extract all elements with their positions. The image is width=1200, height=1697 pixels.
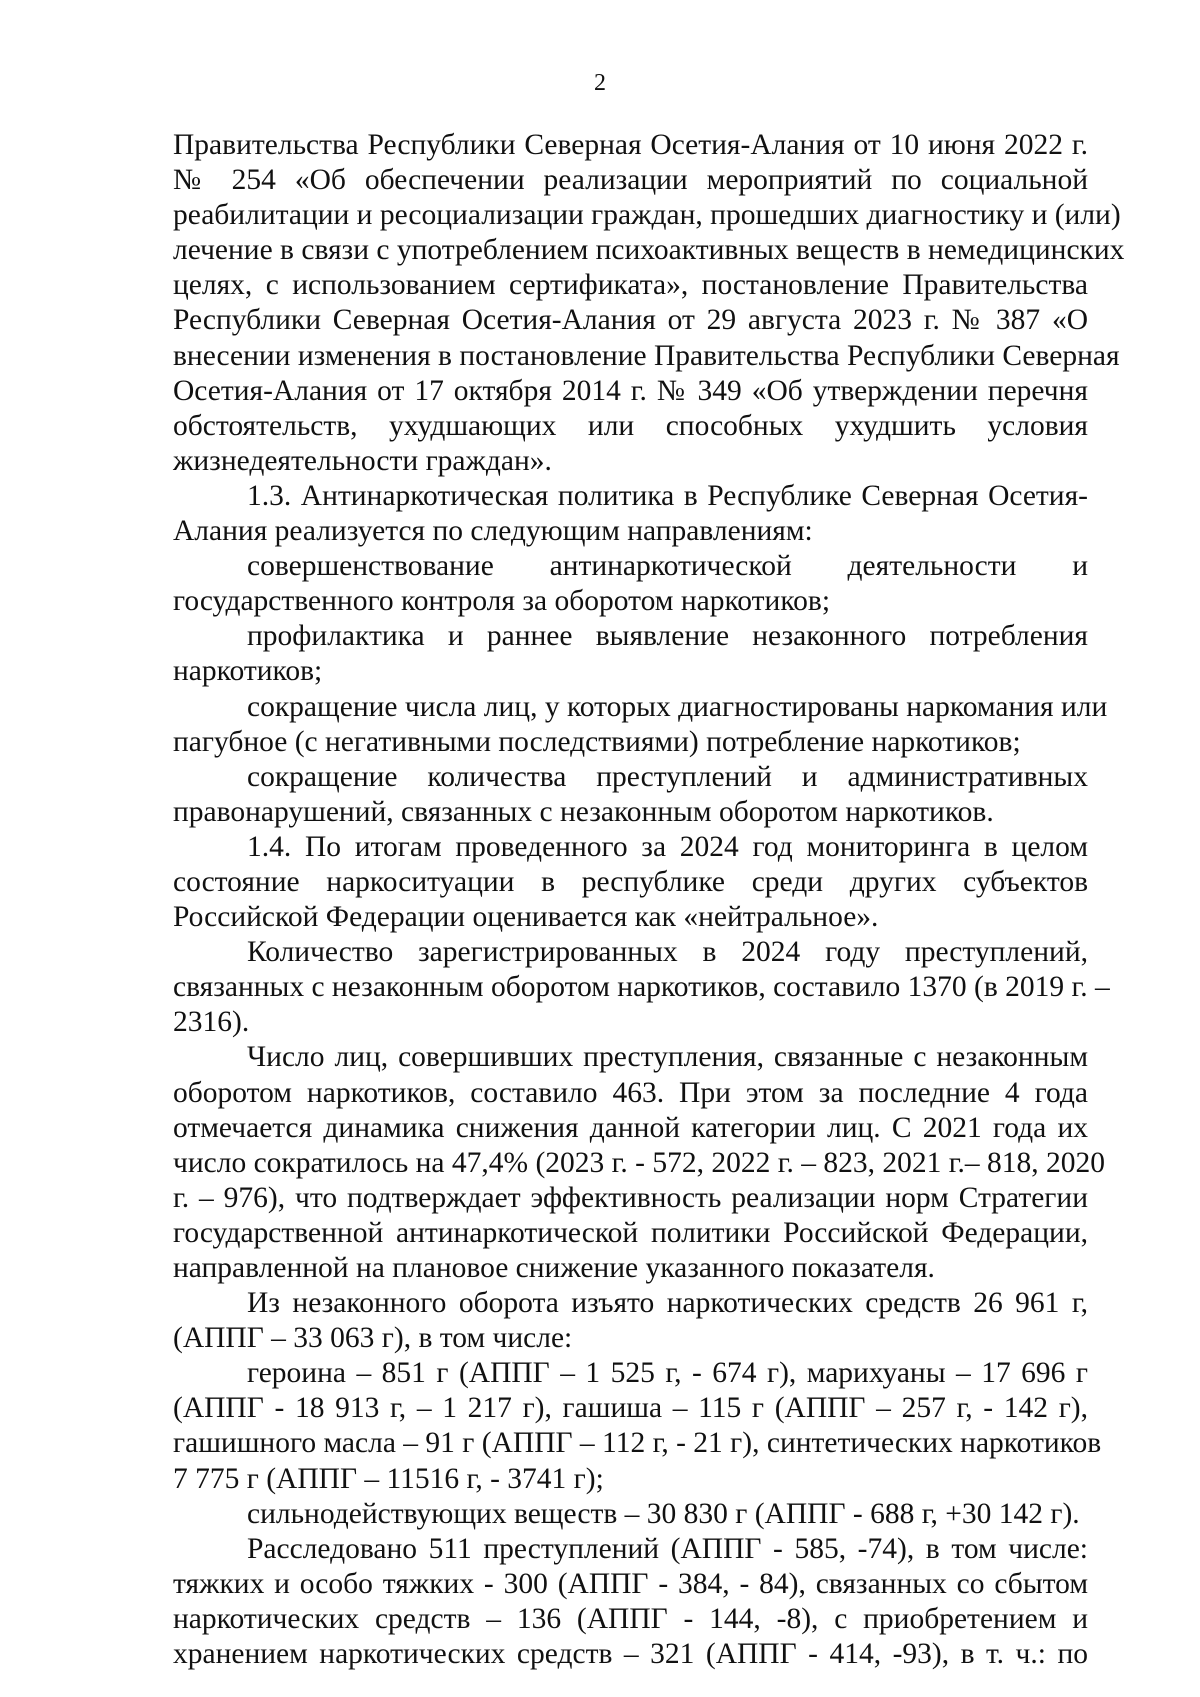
text-line: совершенствование антинаркотической деятельности и <box>247 550 1088 583</box>
text-line: гашишного масла – 91 г (АППГ – 112 г, - 21 г), синтетических наркотиков <box>173 1427 1102 1460</box>
text-line: внесении изменения в постановление Правительства Республики Северная <box>173 339 1120 372</box>
text-line: сокращение количества преступлений и административных <box>247 760 1088 793</box>
page-number: 2 <box>594 70 606 96</box>
text-line: 2316). <box>173 1006 250 1039</box>
text-line: обстоятельств, ухудшающих или способных ухудшить условия <box>173 409 1088 442</box>
text-line: правонарушений, связанных с незаконным оборотом наркотиков. <box>173 795 994 828</box>
text-line: Количество зарегистрированных в 2024 году преступлений, <box>247 936 1088 969</box>
text-line: Расследовано 511 преступлений (АППГ - 585, -74), в том числе: <box>247 1532 1088 1565</box>
text-line: Осетия-Алания от 17 октября 2014 г. № 349 «Об утверждении перечня <box>173 374 1088 407</box>
text-line: отмечается динамика снижения данной категории лиц. С 2021 года их <box>173 1111 1088 1144</box>
text-line: героина – 851 г (АППГ – 1 525 г, - 674 г), марихуаны – 17 696 г <box>247 1357 1088 1390</box>
text-line: тяжких и особо тяжких - 300 (АППГ - 384, - 84), связанных со сбытом <box>173 1567 1088 1600</box>
text-line: жизнедеятельности граждан». <box>173 444 552 477</box>
text-line: (АППГ – 33 063 г), в том числе: <box>173 1322 573 1355</box>
text-line: 7 775 г (АППГ – 11516 г, - 3741 г); <box>173 1462 604 1495</box>
text-line: целях, с использованием сертификата», постановление Правительства <box>173 269 1088 302</box>
document-body <box>173 128 1125 1672</box>
text-line: сокращение числа лиц, у которых диагностированы наркомания или <box>247 690 1108 723</box>
text-line: реабилитации и ресоциализации граждан, прошедших диагностику и (или) <box>173 199 1121 232</box>
text-line: Правительства Республики Северная Осетия-Алания от 10 июня 2022 г. <box>173 129 1088 161</box>
text-line: Число лиц, совершивших преступления, связанные с незаконным <box>247 1041 1088 1074</box>
text-line: наркотиков; <box>173 655 323 688</box>
text-line: связанных с незаконным оборотом наркотиков, составило 1370 (в 2019 г. – <box>173 971 1110 1004</box>
text-line: государственной антинаркотической политики Российской Федерации, <box>173 1216 1088 1249</box>
text-line: направленной на плановое снижение указанного показателя. <box>173 1252 935 1284</box>
text-line: 1.4. По итогам проведенного за 2024 год мониторинга в целом <box>247 830 1088 863</box>
text-line: Алания реализуется по следующим направлениям: <box>173 515 813 548</box>
text-line: число сократилось на 47,4% (2023 г. - 572, 2022 г. – 823, 2021 г.– 818, 2020 <box>173 1146 1106 1179</box>
text-line: наркотических средств – 136 (АППГ - 144, -8), с приобретением и <box>173 1602 1088 1635</box>
text-line: Республики Северная Осетия-Алания от 29 августа 2023 г. № 387 «О <box>173 304 1088 337</box>
text-line: профилактика и раннее выявление незаконного потребления <box>247 620 1088 653</box>
text-line: лечение в связи с употреблением психоактивных веществ в немедицинских <box>173 234 1125 267</box>
text-line: № 254 «Об обеспечении реализации мероприятий по социальной <box>173 164 1088 197</box>
text-line: государственного контроля за оборотом наркотиков; <box>173 585 831 618</box>
text-line: (АППГ - 18 913 г, – 1 217 г), гашиша – 115 г (АППГ – 257 г, - 142 г), <box>173 1392 1088 1425</box>
text-line: состояние наркоситуации в республике среди других субъектов <box>173 865 1088 898</box>
text-line: оборотом наркотиков, составило 463. При этом за последние 4 года <box>173 1076 1088 1109</box>
text-line: Российской Федерации оценивается как «нейтральное». <box>173 901 879 934</box>
text-line: 1.3. Антинаркотическая политика в Республике Северная Осетия- <box>247 479 1088 512</box>
text-line: пагубное (с негативными последствиями) потребление наркотиков; <box>173 725 1021 758</box>
text-line: хранением наркотических средств – 321 (АППГ - 414, -93), в т. ч.: по <box>173 1638 1088 1671</box>
text-line: сильнодействующих веществ – 30 830 г (АППГ - 688 г, +30 142 г). <box>247 1497 1080 1530</box>
text-line: г. – 976), что подтверждает эффективность реализации норм Стратегии <box>173 1181 1088 1214</box>
text-line: Из незаконного оборота изъято наркотических средств 26 961 г, <box>247 1287 1088 1320</box>
